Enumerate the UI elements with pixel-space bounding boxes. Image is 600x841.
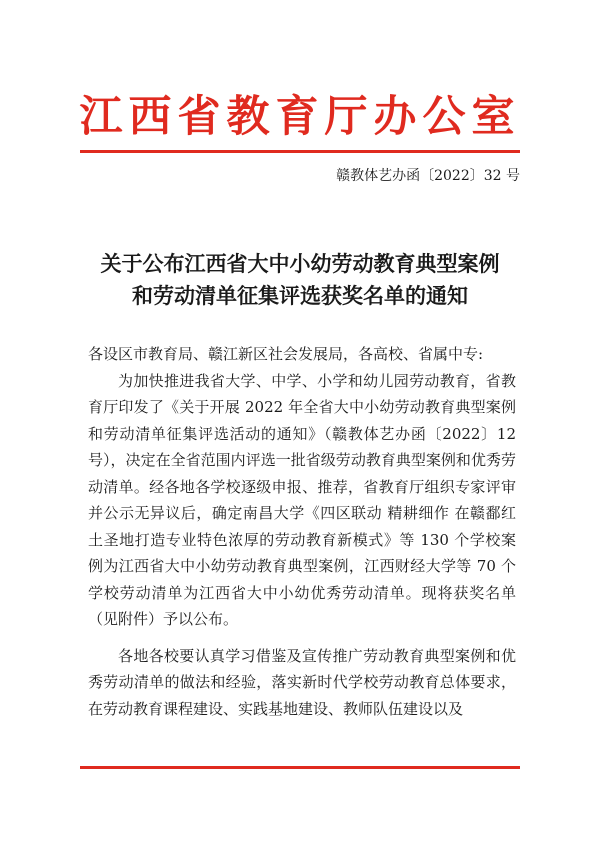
salutation: 各设区市教育局、赣江新区社会发展局，各高校、省属中专: xyxy=(88,345,484,363)
title-line-1: 关于公布江西省大中小幼劳动教育典型案例 xyxy=(100,251,500,276)
header-red-rule xyxy=(80,150,520,153)
issuing-organization-header: 江西省教育厅办公室 xyxy=(79,92,521,142)
notice-body xyxy=(88,341,516,722)
notice-title xyxy=(0,248,600,312)
title-line-2: 和劳动清单征集评选获奖名单的通知 xyxy=(132,283,468,308)
body-paragraph-1: 为加快推进我省大学、中学、小学和幼儿园劳动教育，省教育厅印发了《关于开展 2022 年全省大中小幼劳动教育典型案例和劳动清单征集评选活动的通知》（赣教体艺办函〔2022〕12 号），决定在全省范围内评选一批省级劳动教育典型案例和优秀劳动清单。经各地各学校逐级申报、推荐，省教育厅组织专家评审并公示无异议后，确定南昌大学《四区联动 精耕细作 在赣鄱红土圣地打造专业特色浓厚的劳动教育新模式》等 130 个学校案例为江西省大中小幼劳动教育典型案例，江西财经大学等 70 个学校劳动清单为江西省大中小幼优秀劳动清单。现将获奖名单（见附件）予以公布。 xyxy=(88,371,516,628)
document-number: 赣教体艺办函〔2022〕32 号 xyxy=(336,168,520,184)
body-paragraph-2: 各地各校要认真学习借鉴及宣传推广劳动教育典型案例和优秀劳动清单的做法和经验，落实新时代学校劳动教育总体要求，在劳动教育课程建设、实践基地建设、教师队伍建设以及 xyxy=(88,646,516,718)
footer-red-rule xyxy=(80,766,520,769)
